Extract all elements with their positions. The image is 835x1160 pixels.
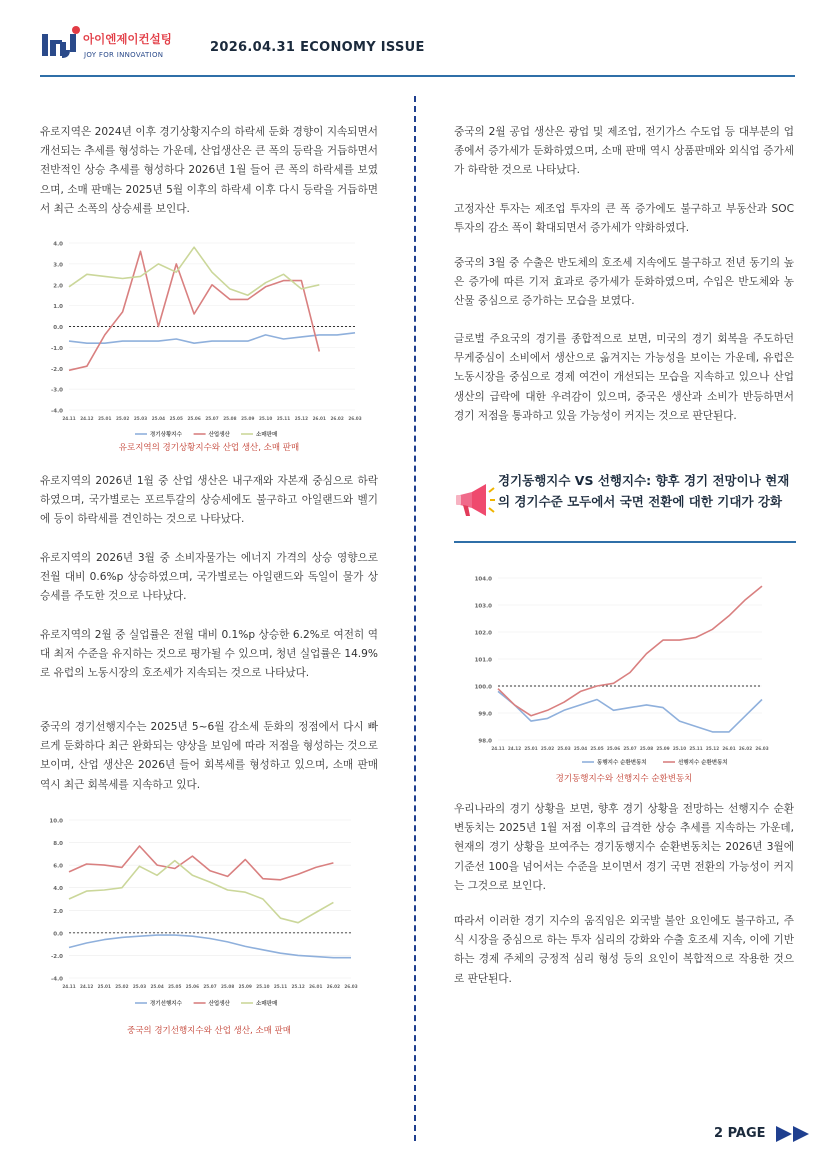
x-tick-label: 26.02: [330, 416, 344, 421]
y-tick-label: 103.0: [474, 603, 492, 610]
y-tick-label: 0.0: [53, 325, 63, 331]
series-line: [69, 861, 333, 923]
x-tick-label: 26.01: [722, 746, 736, 751]
x-tick-label: 25.10: [672, 746, 687, 751]
y-tick-label: 1.0: [53, 304, 63, 311]
y-tick-label: 0.0: [53, 931, 63, 938]
x-tick-label: 25.05: [590, 746, 604, 751]
legend-label: 경기상황지수: [150, 432, 182, 439]
x-tick-label: 25.07: [203, 984, 217, 989]
issue-title: 2026.04.31 ECONOMY ISSUE: [210, 40, 425, 55]
legend-label: 경기선행지수: [150, 1001, 182, 1008]
y-tick-label: 98.0: [478, 738, 492, 745]
x-tick-label: 26.01: [309, 984, 323, 989]
x-tick-label: 24.11: [62, 984, 76, 989]
chart-euro-svg: [50, 232, 365, 447]
chart-china-svg: [49, 810, 365, 1020]
left-paragraph-4: 유로지역의 2월 중 실업률은 전월 대비 0.1%p 상승한 6.2%로 여전히 역대 최저 수준을 유지하는 것으로 평가될 수 있으며, 청년 실업률은 14.9%로 유럽의 노동시장의 호조세가 지속되는 것으로 나타났다.: [40, 629, 378, 680]
x-tick-label: 25.04: [151, 416, 165, 421]
x-tick-label: 25.08: [639, 746, 654, 751]
y-tick-label: 4.0: [53, 886, 63, 893]
left-paragraph-1: 유로지역은 2024년 이후 경기상황지수의 하락세 둔화 경향이 지속되면서 개선되는 추세를 형성하는 가운데, 산업생산은 큰 폭의 등락을 거듭하면서 전반적인 상승 추세를 형성하다 2026년 1월 들어 큰 폭의 하락세를 보였으며, 소매 판매는 2025년 5월 이후의 하락세 이후 다시 등락을 거듭하면서 최근 소폭의 상승세를 보인다.: [40, 126, 378, 215]
y-tick-label: 8.0: [53, 841, 63, 848]
y-tick-label: -4.0: [50, 976, 63, 983]
section-title: 경기동행지수 VS 선행지수: 향후 경기 전망이나 현재의 경기수준 모두에서 국면 전환에 대한 기대가 강화: [498, 473, 790, 509]
y-tick-label: 104.0: [474, 576, 492, 583]
chart-korea-indices: [462, 570, 780, 770]
x-tick-label: 25.10: [259, 416, 273, 421]
y-tick-label: 3.0: [53, 262, 63, 269]
y-tick-label: 2.0: [53, 908, 63, 915]
logo-mark-icon: [40, 24, 82, 64]
y-tick-label: -1.0: [50, 345, 63, 352]
x-tick-label: 25.09: [656, 746, 670, 751]
series-line: [69, 333, 355, 343]
y-tick-label: 102.0: [474, 630, 492, 637]
y-tick-label: -4.0: [50, 408, 63, 415]
legend-label: 소매판매: [256, 432, 278, 439]
x-tick-label: 26.02: [326, 984, 340, 989]
x-tick-label: 25.09: [241, 416, 255, 421]
legend-label: 선행지수 순환변동치: [678, 760, 728, 767]
x-tick-label: 25.11: [273, 984, 288, 989]
x-tick-label: 25.03: [557, 746, 571, 751]
y-tick-label: -2.0: [50, 953, 63, 960]
x-tick-label: 25.09: [238, 984, 252, 989]
x-tick-label: 25.02: [115, 984, 129, 989]
y-tick-label: 10.0: [49, 818, 63, 825]
series-line: [498, 586, 762, 716]
x-tick-label: 25.12: [705, 746, 720, 751]
y-tick-label: -2.0: [50, 366, 63, 373]
column-divider: [414, 96, 416, 1141]
x-tick-label: 25.02: [540, 746, 555, 751]
x-tick-label: 25.07: [205, 416, 219, 421]
left-paragraph-5: 중국의 경기선행지수는 2025년 5~6월 감소세 둔화의 정점에서 다시 빠르게 둔화하다 최근 완화되는 양상을 보임에 따라 저점을 형성하는 것으로 보이며, 산업 생산은 2026년 들어 회복세를 형성하고 있으며, 소매 판매 역시 최근 회복세를 지속하고 있다.: [40, 721, 378, 791]
x-tick-label: 25.08: [223, 416, 237, 421]
x-tick-label: 25.05: [169, 416, 183, 421]
x-tick-label: 25.05: [168, 984, 182, 989]
right-paragraph-1: 중국의 2월 공업 생산은 광업 및 제조업, 전기가스 수도업 등 대부분의 업종에서 증가세가 둔화하였으며, 소매 판매 역시 상품판매와 외식업 증가세가 하락한 것으로 나타났다.: [454, 126, 794, 177]
left-paragraph-3: 유로지역의 2026년 3월 중 소비자물가는 에너지 가격의 상승 영향으로 전월 대비 0.6%p 상승하였으며, 국가별로는 아일랜드와 독일이 물가 상승세를 주도한 것으로 나타났다.: [40, 552, 378, 603]
right-paragraph-6: 따라서 이러한 경기 지수의 움직임은 외국발 불안 요인에도 불구하고, 주식 시장을 중심으로 하는 투자 심리의 강화와 수출 호조세 지속, 이에 기반하는 경제 주체의 긍정적 심리 형성 등의 요인이 복합적으로 작용한 것으로 판단된다.: [454, 915, 794, 985]
chart3-caption: 경기동행지수와 선행지수 순환변동치: [555, 774, 693, 784]
x-tick-label: 25.03: [132, 984, 147, 989]
series-line: [69, 846, 333, 880]
y-tick-label: 101.0: [474, 657, 492, 664]
x-tick-label: 25.01: [98, 416, 112, 421]
x-tick-label: 25.03: [133, 416, 148, 421]
chart-china-economy: [49, 810, 365, 1020]
x-tick-label: 25.08: [221, 984, 235, 989]
x-tick-label: 26.03: [348, 416, 362, 421]
legend-label: 동행지수 순환변동치: [597, 760, 647, 767]
x-tick-label: 24.12: [80, 984, 94, 989]
header-divider: [40, 75, 795, 77]
left-paragraph-2: 유로지역의 2026년 1월 중 산업 생산은 내구재와 자본재 중심으로 하락하였으며, 국가별로는 포르투갈의 상승세에도 불구하고 아일랜드와 벨기에 등이 하락세를 견인하는 것으로 나타났다.: [40, 475, 378, 526]
series-line: [69, 247, 319, 295]
x-tick-label: 26.03: [344, 984, 358, 989]
chart2-caption: 중국의 경기선행지수와 산업 생산, 소매 판매: [126, 1026, 291, 1036]
series-line: [69, 935, 351, 958]
x-tick-label: 26.02: [738, 746, 753, 751]
y-tick-label: -3.0: [50, 387, 63, 394]
chart1-caption: 유로지역의 경기상황지수와 산업 생산, 소매 판매: [118, 443, 300, 453]
x-tick-label: 25.06: [606, 746, 621, 751]
x-tick-label: 25.06: [185, 984, 199, 989]
section-divider: [454, 541, 796, 543]
x-tick-label: 24.12: [80, 416, 94, 421]
chart-euro-economy: [50, 232, 365, 447]
right-paragraph-4: 글로벌 주요국의 경기를 종합적으로 보면, 미국의 경기 회복을 주도하던 무게중심이 소비에서 생산으로 옮겨지는 가능성을 보이는 가운데, 유럽은 노동시장을 중심으로 경제 여건이 개선되는 모습을 지속하고 있으나 산업 생산의 급락에 대한 우려감이 있으며, 중국은 생산과 소비가 반등하면서 경기 저점을 통과하고 있을 가능성이 커지는 것으로 판단된다.: [454, 333, 794, 422]
y-tick-label: 2.0: [53, 283, 63, 290]
legend-label: 산업생산: [208, 432, 230, 439]
x-tick-label: 26.03: [755, 746, 769, 751]
x-tick-label: 25.12: [291, 984, 305, 989]
x-tick-label: 25.10: [256, 984, 270, 989]
x-tick-label: 25.12: [294, 416, 308, 421]
page-number: 2 PAGE: [714, 1126, 766, 1141]
right-paragraph-3: 중국의 3월 중 수출은 반도체의 호조세 지속에도 불구하고 전년 동기의 높은 증가에 따른 기저 효과로 증가세가 둔화하였으며, 수입은 반도체와 농산물 중심으로 증가하는 모습을 보였다.: [454, 257, 794, 308]
right-paragraph-2: 고정자산 투자는 제조업 투자의 큰 폭 증가에도 불구하고 부동산과 SOC 투자의 감소 폭이 확대되면서 증가세가 약화하였다.: [454, 203, 794, 235]
megaphone-icon: [452, 478, 496, 522]
y-tick-label: 100.0: [474, 684, 492, 691]
x-tick-label: 24.12: [507, 746, 522, 751]
y-tick-label: 99.0: [478, 711, 492, 718]
x-tick-label: 25.04: [150, 984, 164, 989]
next-arrow-icon: [774, 1124, 814, 1144]
x-tick-label: 25.01: [524, 746, 538, 751]
x-tick-label: 25.01: [97, 984, 111, 989]
x-tick-label: 24.11: [491, 746, 505, 751]
logo-company-name: 아이엔제이컨설팅: [83, 32, 172, 46]
series-line: [498, 691, 762, 732]
y-tick-label: 6.0: [53, 863, 63, 870]
y-tick-label: 4.0: [53, 241, 63, 248]
x-tick-label: 24.11: [62, 416, 76, 421]
x-tick-label: 25.11: [689, 746, 703, 751]
x-tick-label: 25.07: [623, 746, 637, 751]
x-tick-label: 26.01: [312, 416, 326, 421]
series-line: [69, 251, 319, 370]
x-tick-label: 25.11: [276, 416, 291, 421]
x-tick-label: 25.06: [187, 416, 201, 421]
x-tick-label: 25.04: [573, 746, 588, 751]
right-paragraph-5: 우리나라의 경기 상황을 보면, 향후 경기 상황을 전망하는 선행지수 순환변동치는 2025년 1월 저점 이후의 급격한 상승 추세를 지속하는 가운데, 현재의 경기 상황을 보여주는 경기동행지수 순환변동치는 2026년 3월에 기준선 100을 넘어서는 수준을 보이면서 경기 국면 전환의 가능성이 커지는 그것으로 보인다.: [454, 803, 794, 892]
legend-label: 소매판매: [256, 1001, 278, 1008]
legend-label: 산업생산: [208, 1001, 230, 1008]
chart-korea-svg: [462, 570, 780, 770]
logo-slogan: JOY FOR INNOVATION: [84, 51, 164, 59]
x-tick-label: 25.02: [116, 416, 130, 421]
